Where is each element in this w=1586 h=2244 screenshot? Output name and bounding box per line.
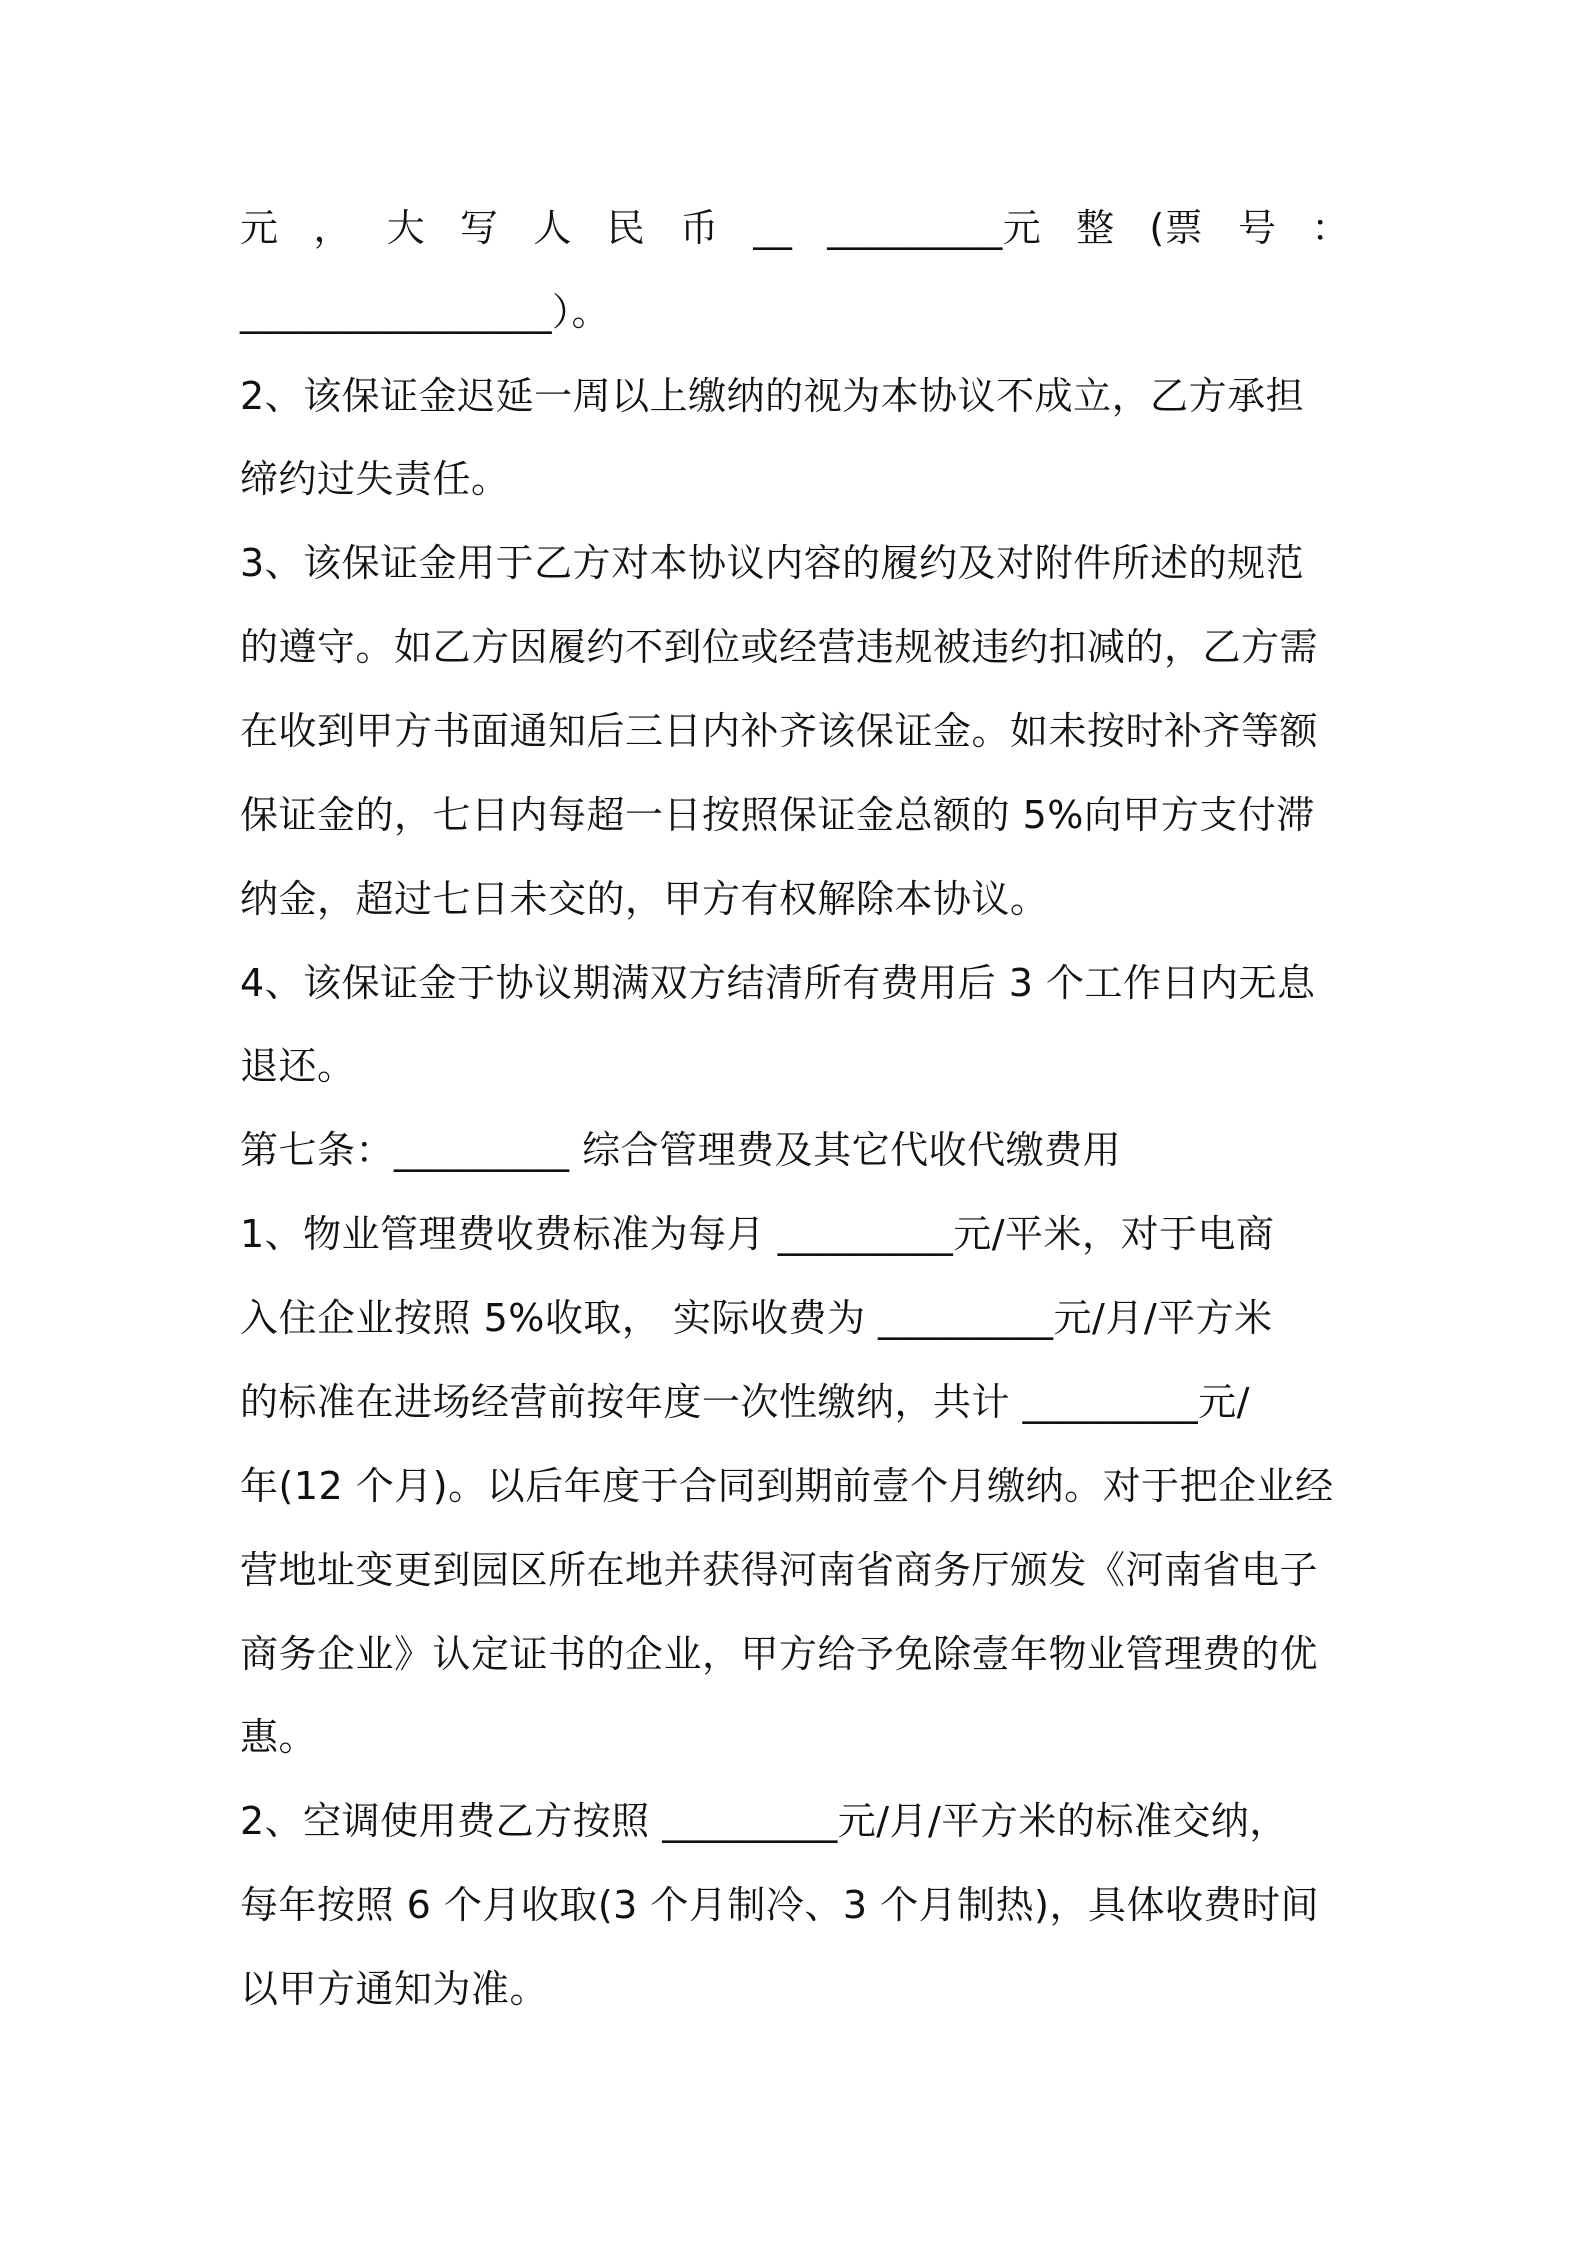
char: 币 <box>680 206 719 250</box>
char: ， <box>313 206 352 250</box>
text-line-17: 营地址变更到园区所在地并获得河南省商务厅颁发《河南省电子 <box>240 1548 1319 1592</box>
text-line-8: 保证金的，七日内每超一日按照保证金总额的 5%向甲方支付滞 <box>240 793 1315 837</box>
char: 人 <box>533 206 572 250</box>
char: 整 <box>1076 206 1115 250</box>
char: 民 <box>606 206 646 250</box>
char: _________元 <box>827 206 1042 250</box>
text-line-16: 年(12 个月)。以后年度于合同到期前壹个月缴纳。对于把企业经 <box>240 1464 1334 1508</box>
char: 元 <box>240 206 279 250</box>
text-line-18: 商务企业》认定证书的企业，甲方给予免除壹年物业管理费的优 <box>240 1632 1319 1676</box>
text-line-11: 退还。 <box>240 1044 356 1088</box>
char: 大 <box>386 206 426 250</box>
text-line-12: 第七条：_________ 综合管理费及其它代收代缴费用 <box>240 1128 1122 1172</box>
char: ： <box>1311 206 1350 250</box>
char: __ <box>753 206 793 250</box>
text-line-5: 3、该保证金用于乙方对本协议内容的履约及对附件所述的规范 <box>240 541 1305 585</box>
text-line-7: 在收到甲方书面通知后三日内补齐该保证金。如未按时补齐等额 <box>240 709 1319 753</box>
char: 写 <box>460 206 499 250</box>
char: (票 <box>1149 206 1204 250</box>
text-line-1 <box>240 198 1350 258</box>
char: 号 <box>1238 206 1277 250</box>
text-line-6: 的遵守。如乙方因履约不到位或经营违规被违约扣减的，乙方需 <box>240 625 1319 669</box>
text-line-2: ________________）。 <box>240 290 611 334</box>
text-line-14: 入住企业按照 5%收取， 实际收费为 _________元/月/平方米 <box>240 1296 1273 1340</box>
text-line-13: 1、物业管理费收费标准为每月 _________元/平米，对于电商 <box>240 1212 1275 1256</box>
text-line-20: 2、空调使用费乙方按照 _________元/月/平方米的标准交纳， <box>240 1799 1288 1843</box>
text-line-10: 4、该保证金于协议期满双方结清所有费用后 3 个工作日内无息 <box>240 961 1316 1005</box>
text-line-19: 惠。 <box>240 1715 318 1759</box>
text-line-15: 的标准在进场经营前按年度一次性缴纳，共计 _________元/ <box>240 1380 1250 1424</box>
text-line-21: 每年按照 6 个月收取(3 个月制冷、3 个月制热)，具体收费时间 <box>240 1883 1319 1927</box>
text-line-4: 缔约过失责任。 <box>240 457 510 501</box>
text-line-22: 以甲方通知为准。 <box>240 1967 549 2011</box>
text-line-3: 2、该保证金迟延一周以上缴纳的视为本协议不成立，乙方承担 <box>240 374 1305 418</box>
text-line-9: 纳金，超过七日未交的，甲方有权解除本协议。 <box>240 877 1049 921</box>
